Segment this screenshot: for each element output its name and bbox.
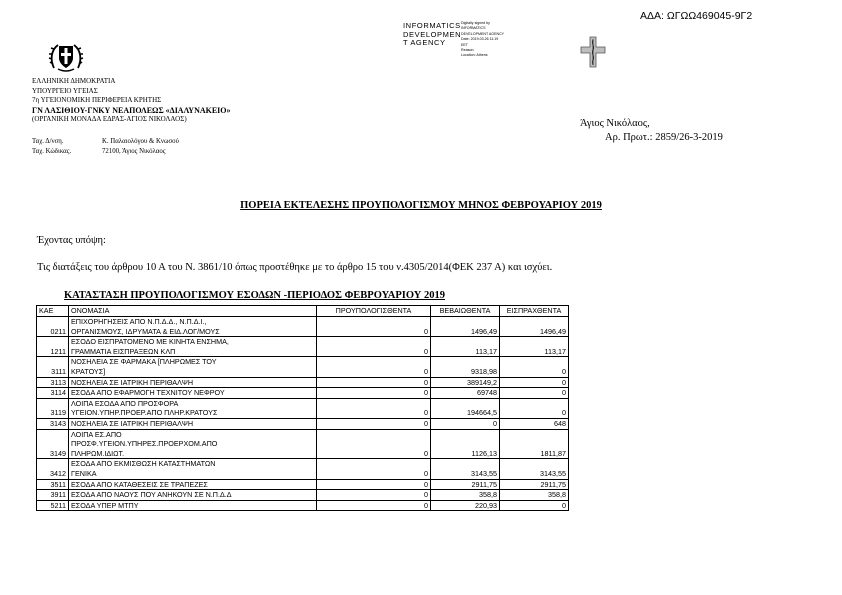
cell-name-line: ΕΣΟΔΑ ΑΠΟ ΝΑΟΥΣ ΠΟΥ ΑΝΗΚΟΥΝ ΣΕ Ν.Π.Δ.Δ	[71, 490, 232, 500]
cell-name-line: ΝΟΣΗΛΕΙΑ ΣΕ ΙΑΤΡΙΚΗ ΠΕΡΙΘΑΛΨΗ	[71, 377, 194, 387]
cell-name-line: ΝΟΣΗΛΕΙΑ ΣΕ ΙΑΤΡΙΚΗ ΠΕΡΙΘΑΛΨΗ	[71, 418, 194, 428]
cell-name	[69, 377, 317, 388]
cell-name	[69, 388, 317, 399]
cell-budgeted: 0	[317, 337, 431, 357]
signature-detail-line: Reason:	[461, 48, 475, 53]
cell-budgeted: 0	[317, 490, 431, 501]
signature-org-name	[403, 22, 461, 48]
provisions-text: Τις διατάξεις του άρθρου 10 Α του Ν. 3861/10 όπως προστέθηκε με το άρθρο 15 του ν.4305/2014(ΦΕΚ 237 Α) και ισχύει.	[37, 262, 553, 273]
col-header-name: ΟΝΟΜΑΣΙΑ	[69, 306, 317, 317]
cell-certified: 1126,13	[431, 429, 500, 459]
table-row	[37, 317, 569, 337]
cell-kae: 3113	[37, 377, 69, 388]
cell-kae: 1211	[37, 337, 69, 357]
cell-name-line: ΕΣΟΔΑ ΑΠΟ ΕΚΜΙΣΘΩΣΗ ΚΑΤΑΣΤΗΜΑΤΩΝ	[71, 459, 216, 469]
hospital-name: ΓΝ ΛΑΣΙΘΙΟΥ-ΓΝΚΥ ΝΕΑΠΟΛΕΩΣ «ΔΙΑΛΥΝΑΚΕΙΟ»	[32, 105, 231, 115]
greek-emblem-icon	[48, 38, 84, 74]
cell-certified: 0	[431, 418, 500, 429]
cell-name	[69, 479, 317, 490]
cell-kae: 3911	[37, 490, 69, 501]
cell-kae: 3119	[37, 398, 69, 418]
cell-name	[69, 429, 317, 459]
cell-certified: 113,17	[431, 337, 500, 357]
cell-name	[69, 317, 317, 337]
signature-org-line: T AGENCY	[403, 38, 446, 47]
cell-name	[69, 500, 317, 511]
signature-detail-line: Location: Athens	[461, 53, 488, 58]
cell-certified: 3143,55	[431, 459, 500, 479]
table-row	[37, 398, 569, 418]
ada-code: ΑΔΑ: ΩΓΩΩ469045-9Γ2	[640, 10, 753, 22]
cell-name-line: ΓΡΑΜΜΑΤΙΑ ΕΙΣΠΡΑΞΕΩΝ ΚΛΠ	[71, 346, 176, 356]
protocol-number: Αρ. Πρωτ.: 2859/26-3-2019	[605, 132, 723, 143]
cell-collected: 3143,55	[500, 459, 569, 479]
cell-budgeted: 0	[317, 377, 431, 388]
cell-name-line: ΝΟΣΗΛΕΙΑ ΣΕ ΦΑΡΜΑΚΑ [ΠΛΗΡΩΜΕΣ ΤΟΥ	[71, 357, 217, 367]
signature-org-line: DEVELOPMEN	[403, 29, 462, 39]
cell-certified: 389149,2	[431, 377, 500, 388]
table-row	[37, 500, 569, 511]
cell-name	[69, 337, 317, 357]
cell-budgeted: 0	[317, 357, 431, 377]
cell-collected: 1496,49	[500, 317, 569, 337]
zip-value: 72100, Άγιος Νικόλαος	[102, 148, 166, 155]
revenue-table	[36, 305, 569, 511]
table-caption: ΚΑΤΑΣΤΑΣΗ ΠΡΟΥΠΟΛΟΓΙΣΜΟΥ ΕΣΟΔΩΝ -ΠΕΡΙΟΔΟΣ ΦΕΒΡΟΥΑΡΙΟΥ 2019	[64, 290, 445, 301]
signature-cross-icon	[580, 36, 606, 68]
cell-kae: 3511	[37, 479, 69, 490]
cell-budgeted: 0	[317, 388, 431, 399]
table-row	[37, 459, 569, 479]
table-row	[37, 418, 569, 429]
cell-name-line: ΓΕΝΙΚΑ	[71, 468, 97, 478]
cell-collected: 0	[500, 388, 569, 399]
cell-certified: 358,8	[431, 490, 500, 501]
cell-kae: 3412	[37, 459, 69, 479]
cell-collected: 358,8	[500, 490, 569, 501]
cell-kae: 5211	[37, 500, 69, 511]
cell-kae: 0211	[37, 317, 69, 337]
cell-name-line: ΕΣΟΔΟ ΕΙΣΠΡΑΤΟΜΕΝΟ ΜΕ ΚΙΝΗΤΑ ΕΝΣΗΜΑ,	[71, 337, 229, 347]
signature-detail-line: INFORMATICS	[461, 26, 486, 31]
cell-name-line: ΥΓΕΙΟΝ.ΥΠΗΡ.ΠΡΟΕΡ.ΑΠΟ ΠΛΗΡ.ΚΡΑΤΟΥΣ	[71, 408, 218, 418]
issuer-line: 7η ΥΓΕΙΟΝΟΜΙΚΗ ΠΕΡΙΦΕΡΕΙΑ ΚΡΗΤΗΣ	[32, 96, 162, 105]
cell-kae: 3149	[37, 429, 69, 459]
cell-name	[69, 490, 317, 501]
cell-budgeted: 0	[317, 398, 431, 418]
cell-certified: 9318,98	[431, 357, 500, 377]
address-value: Κ. Παλαιολόγου & Κνωσού	[102, 138, 179, 145]
unit-name: (ΟΡΓΑΝΙΚΗ ΜΟΝΑΔΑ ΕΔΡΑΣ-ΑΓΙΟΣ ΝΙΚΟΛΑΟΣ)	[32, 115, 187, 124]
col-header-budgeted: ΠΡΟΥΠΟΛΟΓΙΣΘΕΝΤΑ	[317, 306, 431, 317]
table-row	[37, 357, 569, 377]
table-row	[37, 490, 569, 501]
signature-detail-line: EET	[461, 42, 468, 47]
cell-kae: 3114	[37, 388, 69, 399]
cell-budgeted: 0	[317, 500, 431, 511]
col-header-certified: ΒΕΒΑΙΩΘΕΝΤΑ	[431, 306, 500, 317]
zip-label: Ταχ. Κώδικας.	[32, 148, 72, 155]
cell-name	[69, 398, 317, 418]
cell-certified: 69748	[431, 388, 500, 399]
cell-name-line: ΕΣΟΔΑ ΑΠΟ ΕΦΑΡΜΟΓΗ ΤΕΧΝΙΤΟΥ ΝΕΦΡΟΥ	[71, 388, 225, 398]
cell-collected: 0	[500, 377, 569, 388]
cell-name-line: ΕΣΟΔΑ ΥΠΕΡ ΜΤΠΥ	[71, 500, 139, 510]
cell-collected: 0	[500, 398, 569, 418]
cell-name-line: ΠΛΗΡΩΜ.ΙΔΙΩΤ.	[71, 448, 125, 458]
table-row	[37, 377, 569, 388]
cell-budgeted: 0	[317, 317, 431, 337]
place: Άγιος Νικόλαος,	[580, 118, 650, 129]
cell-name	[69, 418, 317, 429]
cell-collected: 1811,87	[500, 429, 569, 459]
cell-certified: 194664,5	[431, 398, 500, 418]
cell-kae: 3111	[37, 357, 69, 377]
table-header-row	[37, 306, 569, 317]
cell-name-line: ΛΟΙΠΑ ΕΣΟΔΑ ΑΠΟ ΠΡΟΣΦΟΡΑ	[71, 398, 179, 408]
signature-detail-line: Digitally signed by	[461, 21, 490, 25]
signature-org-line: INFORMATICS	[403, 21, 461, 30]
cell-budgeted: 0	[317, 418, 431, 429]
cell-budgeted: 0	[317, 479, 431, 490]
table-row	[37, 429, 569, 459]
cell-collected: 0	[500, 357, 569, 377]
col-header-kae: ΚΑΕ	[37, 306, 69, 317]
table-row	[37, 337, 569, 357]
cell-collected: 113,17	[500, 337, 569, 357]
col-header-collected: ΕΙΣΠΡΑΧΘΕΝΤΑ	[500, 306, 569, 317]
cell-name	[69, 459, 317, 479]
issuer-block	[32, 77, 231, 125]
signature-details	[461, 21, 504, 59]
cell-name-line: ΕΠΙΧΟΡΗΓΗΣΕΙΣ ΑΠΟ Ν.Π.Δ.Δ., Ν.Π.Δ.Ι.,	[71, 317, 207, 326]
table-row	[37, 479, 569, 490]
cell-budgeted: 0	[317, 429, 431, 459]
cell-kae: 3143	[37, 418, 69, 429]
cell-certified: 220,93	[431, 500, 500, 511]
address-label: Ταχ. Δ/νση.	[32, 138, 64, 145]
signature-detail-line: DEVELOPMENT AGENCY	[461, 31, 505, 36]
cell-name	[69, 357, 317, 377]
cell-certified: 1496,49	[431, 317, 500, 337]
issuer-line: ΥΠΟΥΡΓΕΙΟ ΥΓΕΙΑΣ	[32, 86, 98, 95]
issuer-line: ΕΛΛΗΝΙΚΗ ΔΗΜΟΚΡΑΤΙΑ	[32, 77, 116, 85]
signature-detail-line: Date: 2019.03.26 11:19	[461, 37, 499, 42]
cell-collected: 2911,75	[500, 479, 569, 490]
cell-collected: 648	[500, 418, 569, 429]
table-row	[37, 388, 569, 399]
address-block	[32, 137, 179, 157]
cell-name-line: ΛΟΙΠΑ ΕΣ.ΑΠΟ	[71, 429, 122, 439]
cell-name-line: ΕΣΟΔΑ ΑΠΟ ΚΑΤΑΘΕΣΕΙΣ ΣΕ ΤΡΑΠΕΖΕΣ	[71, 479, 208, 489]
cell-name-line: ΟΡΓΑΝΙΣΜΟΥΣ, ΙΔΡΥΜΑΤΑ & ΕΙΔ.ΛΟΓ/ΜΟΥΣ	[71, 326, 220, 336]
cell-certified: 2911,75	[431, 479, 500, 490]
cell-name-line: ΚΡΑΤΟΥΣ]	[71, 366, 106, 376]
document-title: ΠΟΡΕΙΑ ΕΚΤΕΛΕΣΗΣ ΠΡΟΥΠΟΛΟΓΙΣΜΟΥ ΜΗΝΟΣ ΦΕΒΡΟΥΑΡΙΟΥ 2019	[240, 200, 602, 211]
considering-text: Έχοντας υπόψη:	[37, 235, 106, 246]
cell-budgeted: 0	[317, 459, 431, 479]
cell-collected: 0	[500, 500, 569, 511]
cell-name-line: ΠΡΟΣΦ.ΥΓΕΙΟΝ.ΥΠΗΡΕΣ.ΠΡΟΕΡΧΟΜ.ΑΠΟ	[71, 439, 218, 449]
